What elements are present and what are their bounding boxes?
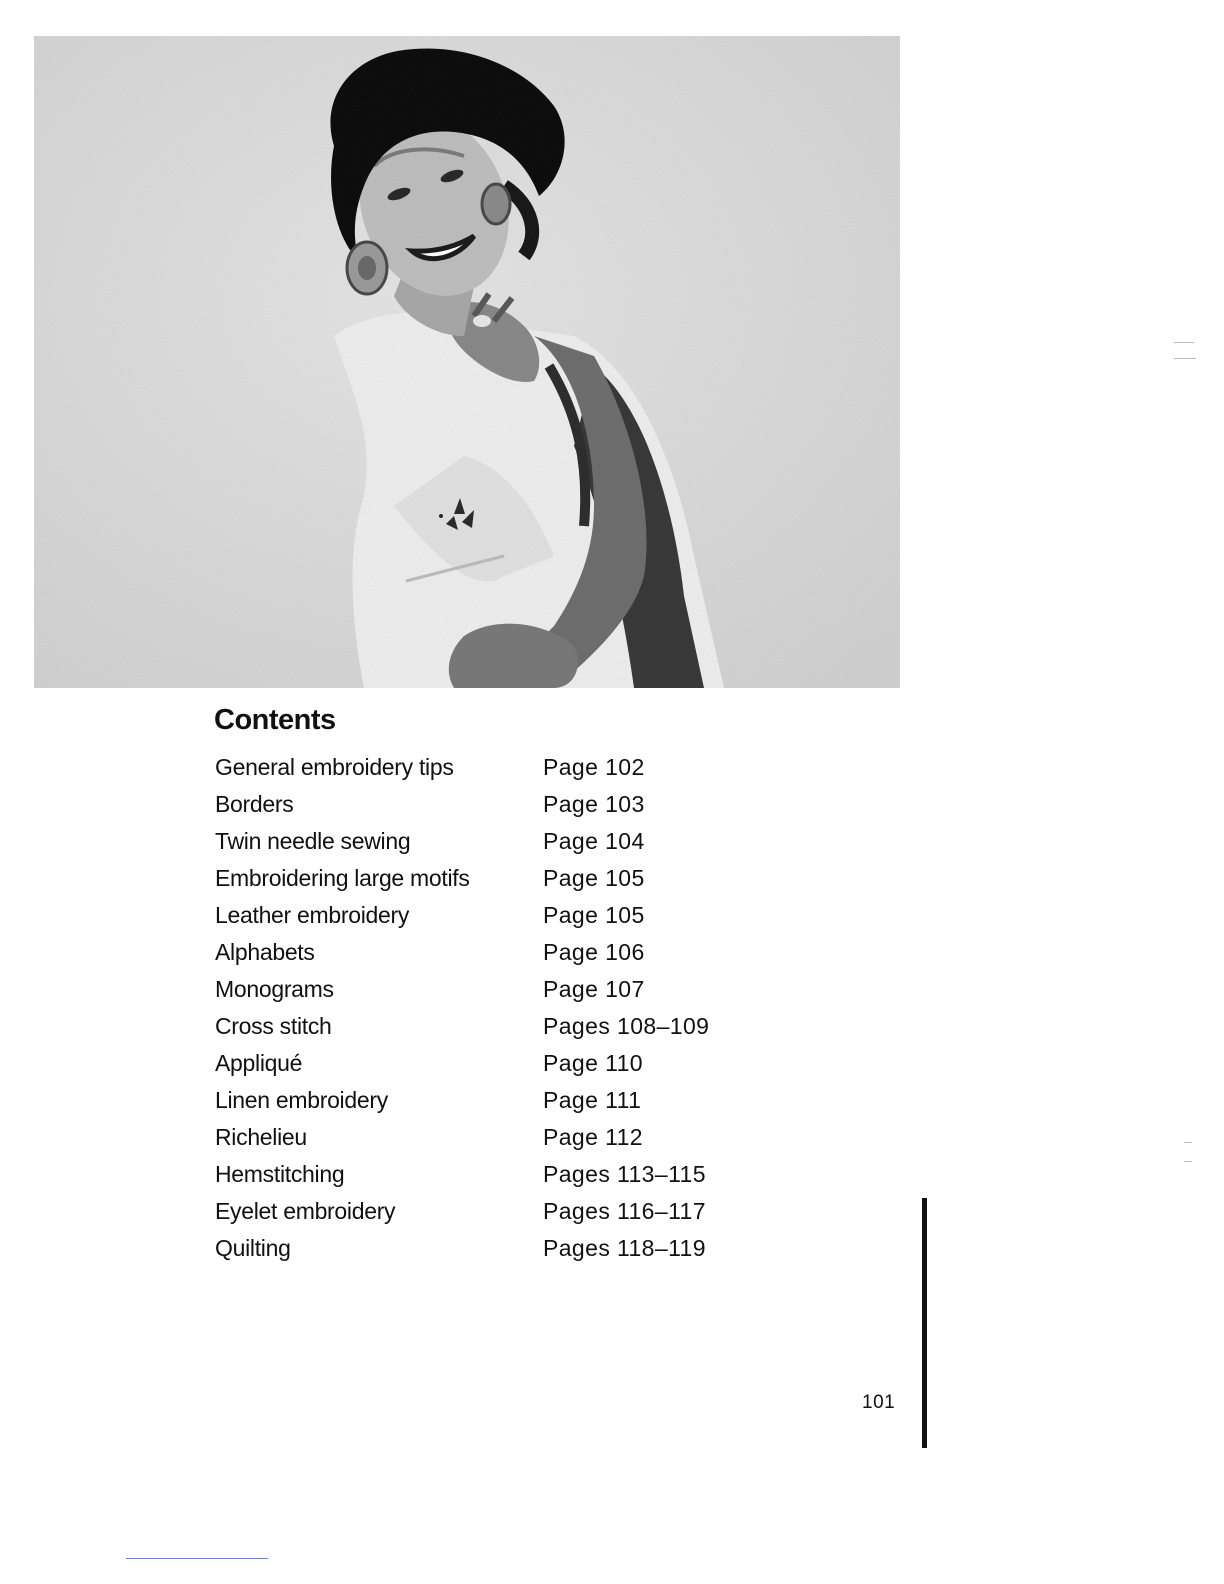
list-item[interactable] (215, 934, 775, 971)
entry-label: Appliqué (215, 1050, 303, 1076)
entry-label: Alphabets (215, 939, 315, 965)
entry-page: Pages 116–117 (543, 1198, 706, 1224)
entry-label: Embroidering large motifs (215, 865, 470, 891)
list-item[interactable] (215, 1082, 775, 1119)
scan-speck (1184, 1142, 1192, 1143)
list-item[interactable] (215, 786, 775, 823)
entry-label: Leather embroidery (215, 902, 410, 928)
entry-page: Page 112 (543, 1124, 643, 1150)
entry-label: Hemstitching (215, 1161, 345, 1187)
entry-label: Linen embroidery (215, 1087, 388, 1113)
entry-label: Twin needle sewing (215, 828, 411, 854)
list-item[interactable] (215, 1156, 775, 1193)
scan-speck (1184, 1161, 1192, 1162)
entry-page: Page 111 (543, 1087, 642, 1113)
entry-page: Page 103 (543, 791, 645, 817)
list-item[interactable] (215, 749, 775, 786)
thumb-index-bar (922, 1198, 927, 1448)
scan-speck (1174, 358, 1196, 359)
entry-page: Pages 113–115 (543, 1161, 706, 1187)
page-number: 101 (862, 1392, 896, 1413)
list-item[interactable] (215, 1008, 775, 1045)
list-item[interactable] (215, 1045, 775, 1082)
entry-label: Cross stitch (215, 1013, 332, 1039)
entry-page: Page 105 (543, 865, 645, 891)
page-title: Contents (214, 704, 336, 736)
list-item[interactable] (215, 897, 775, 934)
list-item[interactable] (215, 1119, 775, 1156)
list-item[interactable] (215, 971, 775, 1008)
list-item[interactable] (215, 823, 775, 860)
entry-label: Quilting (215, 1235, 291, 1261)
entry-label: Richelieu (215, 1124, 307, 1150)
list-item[interactable] (215, 860, 775, 897)
list-item[interactable] (215, 1230, 775, 1267)
entry-page: Page 110 (543, 1050, 643, 1076)
entry-label: Eyelet embroidery (215, 1198, 396, 1224)
entry-page: Pages 108–109 (543, 1013, 710, 1039)
scan-artifact-line (126, 1558, 268, 1559)
portrait-illustration (34, 36, 900, 688)
entry-page: Page 106 (543, 939, 645, 965)
list-item[interactable] (215, 1193, 775, 1230)
entry-page: Page 107 (543, 976, 645, 1002)
entry-page: Page 104 (543, 828, 645, 854)
entry-page: Page 105 (543, 902, 645, 928)
contents-list (215, 749, 775, 1267)
entry-page: Pages 118–119 (543, 1235, 706, 1261)
scan-speck (1174, 342, 1194, 343)
entry-label: Borders (215, 791, 294, 817)
entry-page: Page 102 (543, 754, 645, 780)
entry-label: Monograms (215, 976, 334, 1002)
entry-label: General embroidery tips (215, 754, 454, 780)
portrait-photo (34, 36, 900, 688)
